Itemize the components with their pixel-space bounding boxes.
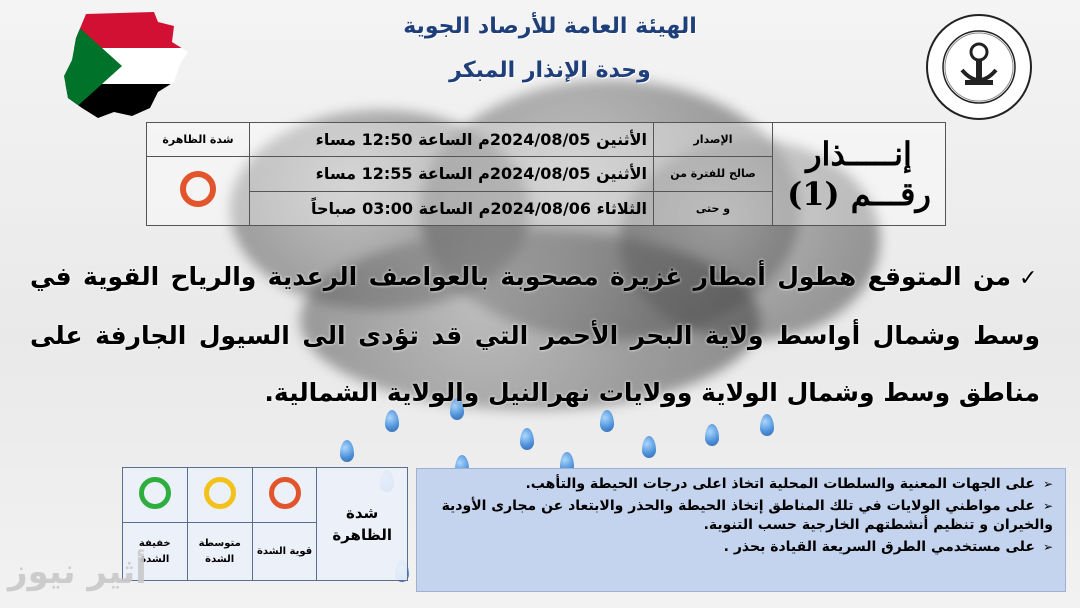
strong-ring-icon [269, 477, 301, 509]
legend-strong-ring [252, 468, 317, 523]
warning-info-table [146, 122, 946, 226]
legend-light-ring [123, 468, 188, 523]
checkmark-icon: ✓ [1018, 266, 1040, 291]
severity-indicator [147, 157, 250, 226]
warning-number: رقـــم (1) [787, 175, 931, 213]
issue-label: الإصدار [654, 123, 773, 157]
severity-ring-icon [180, 171, 216, 207]
advice-item [429, 538, 1053, 557]
organization-name: الهيئة العامة للأرصاد الجوية [403, 14, 697, 39]
advice-text: على مواطني الولايات في تلك المناطق إتخاذ الحيطة والحذر والابتعاد عن مجارى الأودية والخيران و تنظيم أنشطتهم الخارجية حسب التنوية. [441, 498, 1053, 533]
unit-name: وحدة الإنذار المبكر [449, 58, 651, 83]
advice-item [429, 497, 1053, 535]
issue-value: الأثنين 2024/08/05م الساعة 12:50 مساء [250, 123, 654, 157]
valid-to-value: الثلاثاء 2024/08/06م الساعة 03:00 صباحاً [250, 191, 654, 225]
valid-from-value: الأثنين 2024/08/05م الساعة 12:55 مساء [250, 157, 654, 191]
warning-message [30, 248, 1040, 421]
legend-title: شدة الظاهرة [317, 468, 408, 581]
light-ring-icon [139, 477, 171, 509]
legend-light-label: خفيفة الشدة [123, 523, 188, 581]
advice-text: على مستخدمي الطرق السريعة القيادة بحذر . [723, 539, 1035, 555]
advice-text: على الجهات المعنية والسلطات المحلية اتخاذ اعلى درجات الحيطة والتأهب. [525, 476, 1035, 492]
advice-item [429, 475, 1053, 494]
warning-title: إنـــــذار [806, 135, 912, 173]
arrow-icon: ➢ [1042, 499, 1053, 513]
valid-to-label: و حتى [654, 191, 773, 225]
warning-heading [773, 123, 946, 226]
severity-label: شدة الظاهرة [147, 123, 250, 157]
arrow-icon: ➢ [1042, 540, 1053, 554]
advisory-box [416, 468, 1066, 592]
watermark: أثير نيوز [8, 552, 147, 592]
severity-legend [122, 467, 408, 581]
sudan-flag-map-icon [62, 12, 192, 120]
legend-moderate-ring [187, 468, 252, 523]
meteorological-authority-logo-icon [922, 12, 1036, 122]
warning-message-text: من المتوقع هطول أمطار غزيرة مصحوبة بالعواصف الرعدية والرياح القوية في وسط وشمال أواسط ولاية البحر الأحمر التي قد تؤدى الى السيول الجارفة على مناطق وسط وشمال الولاية وولايات نهرالنيل والولاية الشمالية. [30, 262, 1040, 407]
arrow-icon: ➢ [1042, 477, 1053, 491]
moderate-ring-icon [204, 477, 236, 509]
legend-moderate-label: متوسطة الشدة [187, 523, 252, 581]
legend-strong-label: قوية الشدة [252, 523, 317, 581]
valid-from-label: صالح للفترة من [654, 157, 773, 191]
